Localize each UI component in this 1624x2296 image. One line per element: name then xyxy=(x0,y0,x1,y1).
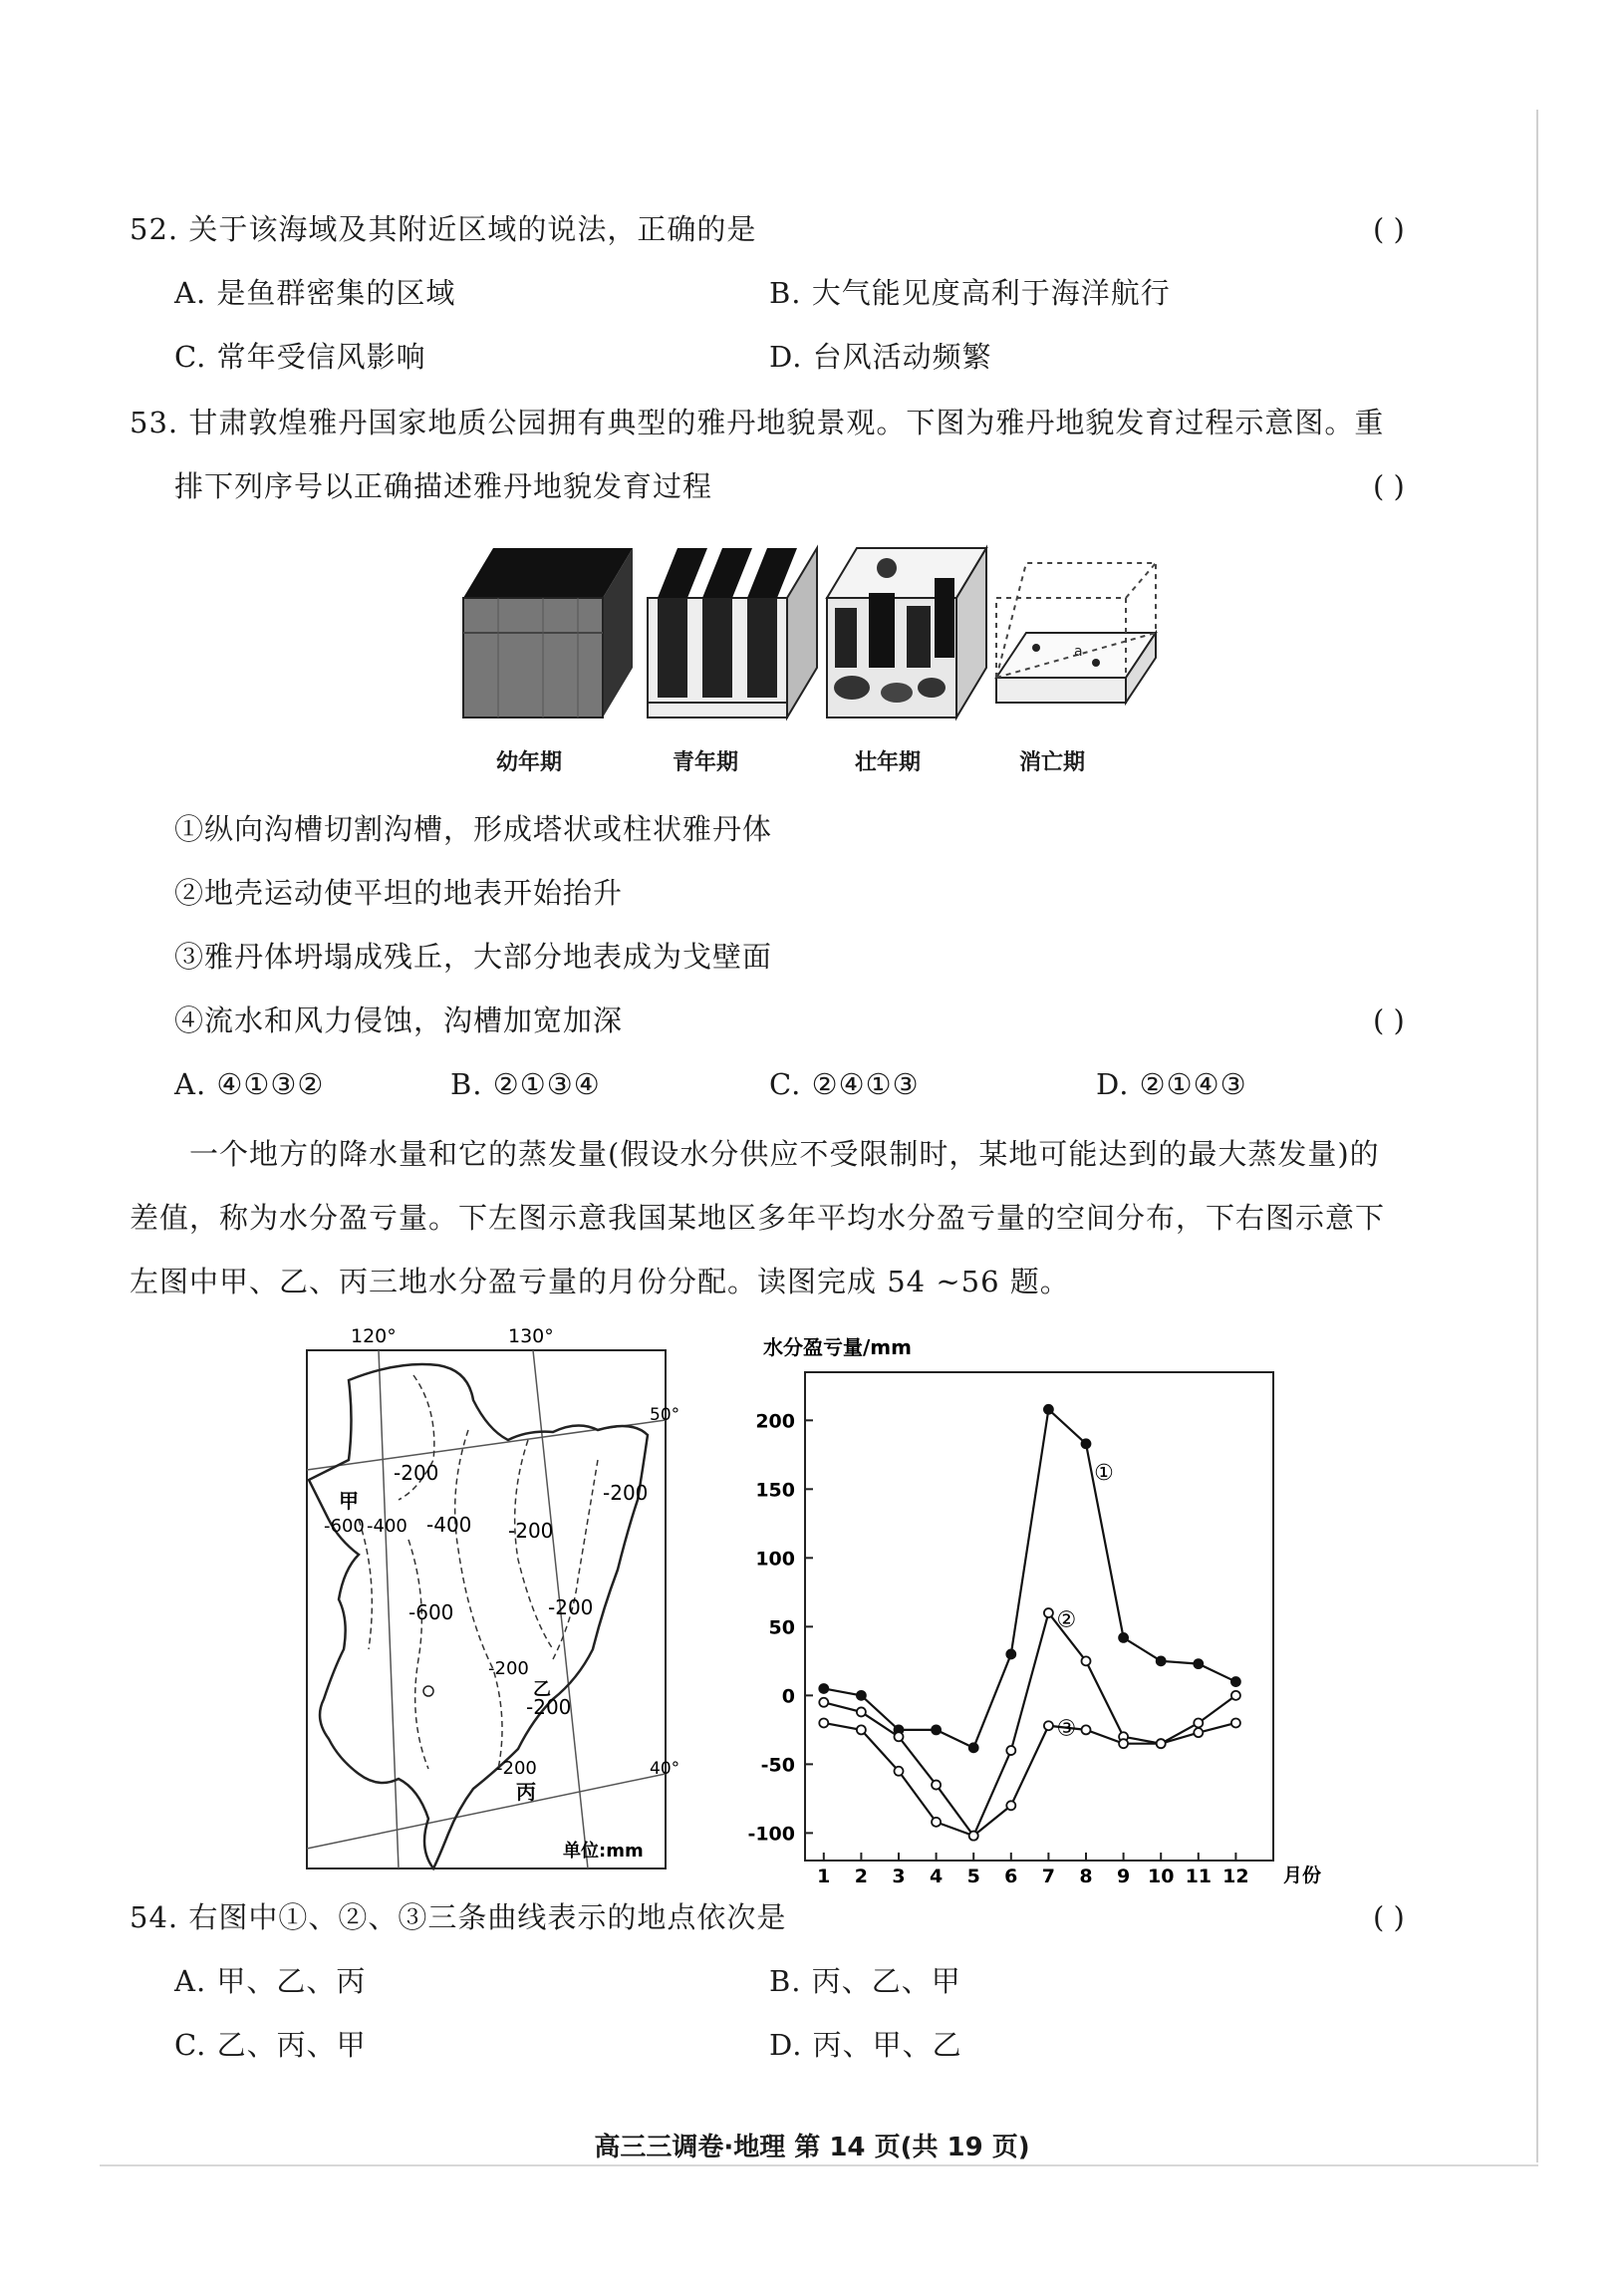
q52-stem: 52. 关于该海域及其附近区域的说法，正确的是 xyxy=(130,212,757,246)
region-outline xyxy=(309,1364,648,1868)
q52-option-a: A. 是鱼群密集的区域 xyxy=(174,276,456,310)
map-lat-40: 40° xyxy=(650,1759,680,1779)
series-2-point xyxy=(1231,1691,1240,1700)
series-1-point xyxy=(1006,1649,1015,1658)
series-label-2: ② xyxy=(1056,1607,1077,1633)
q53-option-a: A. ④①③② xyxy=(174,1067,325,1101)
stage-young-block xyxy=(648,548,817,718)
q52-option-c: C. 常年受信风影响 xyxy=(174,340,426,374)
y-tick-label: -50 xyxy=(760,1754,795,1777)
q53-stem-line2: 排下列序号以正确描述雅丹地貌发育过程 xyxy=(174,469,713,503)
series-3-point xyxy=(895,1767,904,1776)
series-3-point xyxy=(857,1725,866,1734)
series-3-point xyxy=(819,1718,828,1727)
contour-line xyxy=(359,1520,372,1649)
contour-line xyxy=(408,1540,428,1769)
chart-x-label: 月份 xyxy=(1283,1865,1322,1886)
map-place-jia: 甲 xyxy=(339,1489,359,1513)
map-contour-label: -200 xyxy=(488,1658,529,1679)
series-3-point xyxy=(969,1832,978,1841)
stage-youth-block xyxy=(463,548,633,718)
series-2-point xyxy=(1194,1718,1203,1727)
series-2-point xyxy=(1006,1746,1015,1755)
y-tick-label: -100 xyxy=(747,1823,795,1846)
stage-extinction-mark: a xyxy=(1074,644,1083,660)
q53-answer-paren: ( ) xyxy=(1373,469,1405,503)
y-tick-label: 0 xyxy=(781,1685,795,1708)
q53-stem-line1: 53. 甘肃敦煌雅丹国家地质公园拥有典型的雅丹地貌景观。下图为雅丹地貌发育过程示意图。重 xyxy=(130,406,1385,439)
series-1-point xyxy=(1082,1439,1091,1448)
x-tick-label: 3 xyxy=(892,1866,906,1887)
map-lon-130: 130° xyxy=(508,1325,554,1347)
x-tick-label: 8 xyxy=(1079,1866,1093,1887)
map-contour-label: -200 xyxy=(548,1595,594,1619)
series-line-3 xyxy=(824,1723,1236,1836)
series-2-point xyxy=(932,1781,941,1790)
series-label-3: ③ xyxy=(1056,1716,1077,1742)
map-place-yi: 乙 xyxy=(533,1679,551,1700)
map-contour-label: -400 xyxy=(367,1516,407,1537)
x-tick-label: 10 xyxy=(1147,1866,1175,1887)
contour-line xyxy=(553,1460,598,1659)
water-balance-line-chart xyxy=(747,1330,1325,1898)
series-1-point xyxy=(1231,1677,1240,1686)
contour-line xyxy=(455,1430,502,1769)
x-tick-label: 7 xyxy=(1041,1866,1056,1887)
series-2-point xyxy=(1044,1608,1053,1617)
q53-item-2: ②地壳运动使平坦的地表开始抬升 xyxy=(174,876,624,910)
map-place-bing: 丙 xyxy=(516,1780,536,1804)
map-contour-label: -200 xyxy=(526,1695,572,1719)
chart-plot-area xyxy=(805,1372,1273,1861)
q52-option-d: D. 台风活动频繁 xyxy=(769,340,992,374)
map-contour-label: -600 xyxy=(324,1516,365,1537)
x-tick-label: 11 xyxy=(1185,1866,1213,1887)
series-3-point xyxy=(1194,1728,1203,1737)
y-tick-label: 100 xyxy=(755,1548,795,1571)
q53-option-d: D. ②①④③ xyxy=(1096,1067,1247,1101)
page-footer: 高三三调卷·地理 第 14 页(共 19 页) xyxy=(594,2133,1030,2162)
q53-option-c: C. ②④①③ xyxy=(769,1067,920,1101)
series-label-1: ① xyxy=(1094,1460,1114,1486)
map-contour-label: -600 xyxy=(408,1600,454,1624)
x-tick-label: 6 xyxy=(1004,1866,1018,1887)
q54-option-d: D. 丙、甲、乙 xyxy=(769,2028,962,2062)
series-1-point xyxy=(1194,1659,1203,1668)
series-line-1 xyxy=(824,1409,1236,1748)
page-edge-right xyxy=(1536,110,1538,2162)
stage-extinction-block xyxy=(996,563,1156,703)
q54-option-c: C. 乙、丙、甲 xyxy=(174,2028,367,2062)
x-tick-label: 12 xyxy=(1222,1866,1249,1887)
map-contour-label: -200 xyxy=(394,1461,439,1485)
series-1-point xyxy=(819,1684,828,1693)
x-tick-label: 9 xyxy=(1116,1866,1131,1887)
map-contour-label: -200 xyxy=(496,1758,537,1779)
q53-answer-paren-2: ( ) xyxy=(1373,1004,1405,1037)
series-3-point xyxy=(1006,1801,1015,1810)
x-tick-label: 5 xyxy=(966,1866,980,1887)
x-tick-label: 1 xyxy=(817,1866,831,1887)
map-contour-label: -200 xyxy=(603,1481,649,1505)
x-tick-label: 4 xyxy=(929,1866,944,1887)
series-2-point xyxy=(819,1698,828,1707)
page-edge-bottom xyxy=(100,2164,1538,2166)
water-balance-map xyxy=(299,1320,697,1878)
stage-label-young: 青年期 xyxy=(673,750,739,775)
q53-item-4: ④流水和风力侵蚀，沟槽加宽加深 xyxy=(174,1004,624,1037)
series-1-point xyxy=(857,1691,866,1700)
series-2-point xyxy=(895,1732,904,1741)
series-1-point xyxy=(932,1725,941,1734)
q53-item-3: ③雅丹体坍塌成残丘，大部分地表成为戈壁面 xyxy=(174,940,773,974)
stage-label-mature: 壮年期 xyxy=(855,750,922,775)
parallel-40 xyxy=(307,1774,666,1849)
q53-item-1: ①纵向沟槽切割沟槽，形成塔状或柱状雅丹体 xyxy=(174,812,773,846)
q53-option-b: B. ②①③④ xyxy=(450,1067,601,1101)
intro-line-1: 一个地方的降水量和它的蒸发量(假设水分供应不受限制时，某地可能达到的最大蒸发量)的 xyxy=(189,1137,1380,1171)
stage-label-youth: 幼年期 xyxy=(496,750,563,775)
series-1-point xyxy=(969,1743,978,1752)
series-2-point xyxy=(1082,1656,1091,1665)
map-contour-label: -200 xyxy=(508,1519,554,1543)
series-3-point xyxy=(932,1818,941,1827)
q54-option-b: B. 丙、乙、甲 xyxy=(769,1964,961,1998)
series-3-point xyxy=(1044,1721,1053,1730)
q52-answer-paren: ( ) xyxy=(1373,212,1405,246)
series-1-point xyxy=(1119,1633,1128,1642)
stage-mature-block xyxy=(827,548,986,718)
series-3-point xyxy=(1119,1739,1128,1748)
x-tick-label: 2 xyxy=(854,1866,869,1887)
intro-line-3: 左图中甲、乙、丙三地水分盈亏量的月份分配。读图完成 54 ~56 题。 xyxy=(130,1265,1070,1298)
y-tick-label: 200 xyxy=(755,1410,795,1433)
map-lat-50: 50° xyxy=(650,1405,680,1425)
q54-stem: 54. 右图中①、②、③三条曲线表示的地点依次是 xyxy=(130,1900,787,1934)
map-unit: 单位:mm xyxy=(563,1841,644,1862)
meridian-120 xyxy=(379,1350,399,1868)
q54-answer-paren: ( ) xyxy=(1373,1900,1405,1934)
stage-label-extinction: 消亡期 xyxy=(1019,750,1086,775)
map-city-marker xyxy=(423,1686,433,1696)
series-3-point xyxy=(1231,1718,1240,1727)
series-3-point xyxy=(1082,1725,1091,1734)
y-tick-label: 150 xyxy=(755,1479,795,1502)
chart-title: 水分盈亏量/mm xyxy=(763,1335,912,1359)
map-lon-120: 120° xyxy=(351,1325,397,1347)
yardang-stage-figure xyxy=(453,538,1171,737)
q54-option-a: A. 甲、乙、丙 xyxy=(174,1964,367,1998)
series-3-point xyxy=(1157,1739,1166,1748)
series-1-point xyxy=(1157,1656,1166,1665)
series-line-2 xyxy=(824,1613,1236,1837)
q52-option-b: B. 大气能见度高利于海洋航行 xyxy=(769,276,1171,310)
map-contour-label: -400 xyxy=(426,1513,472,1537)
series-2-point xyxy=(857,1707,866,1716)
intro-line-2: 差值，称为水分盈亏量。下左图示意我国某地区多年平均水分盈亏量的空间分布，下右图示意下 xyxy=(130,1201,1386,1235)
series-1-point xyxy=(1044,1405,1053,1414)
y-tick-label: 50 xyxy=(768,1616,795,1639)
